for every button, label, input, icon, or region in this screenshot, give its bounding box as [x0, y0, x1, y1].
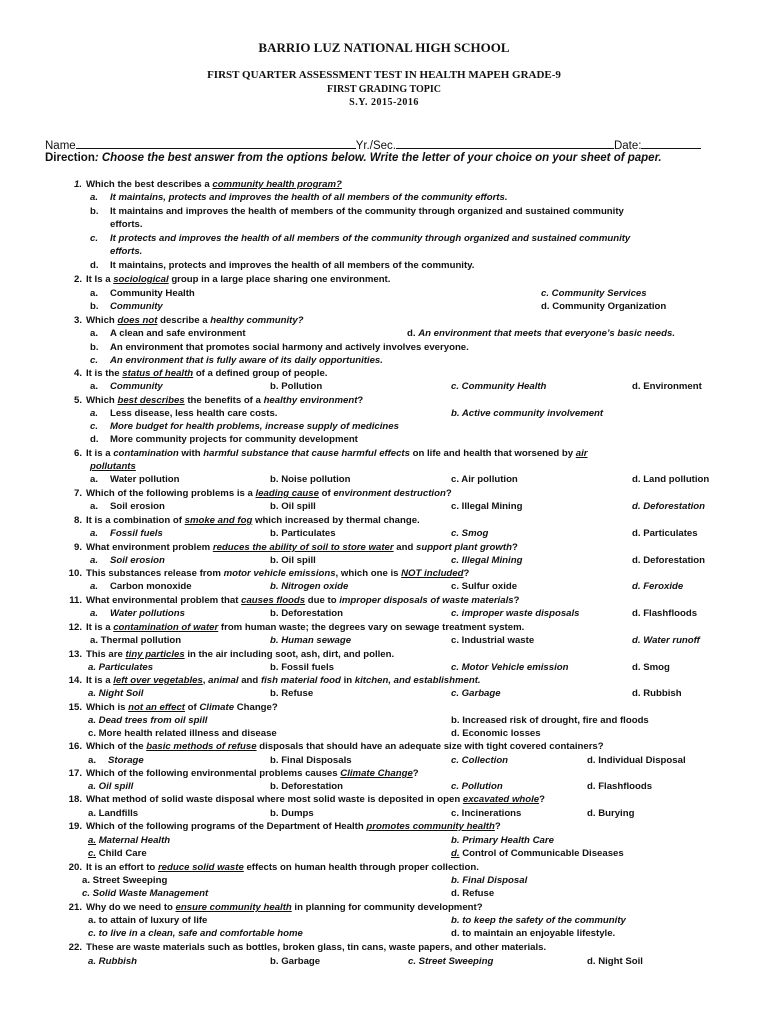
choice: b. Active community involvement — [451, 408, 604, 419]
question-3: 3. Which does not describe a healthy community? — [73, 315, 304, 326]
choice: b. to keep the safety of the community — [451, 915, 626, 926]
choice: a. Maternal Health — [88, 835, 171, 846]
choice-cont: efforts. — [110, 219, 143, 230]
question-7: 7. Which of the following problems is a leading cause of environment destruction? — [73, 488, 452, 499]
choice: b. Deforestation — [270, 608, 344, 619]
choice: b. Particulates — [270, 528, 336, 539]
choice: a. Storage — [88, 755, 144, 766]
choice: c. improper waste disposals — [451, 608, 580, 619]
question-12: 12. It is a contamination of water from human waste; the degrees vary on sewage treatment system. — [68, 622, 525, 633]
choice: a. Water pollution — [90, 474, 180, 485]
choice: d. to maintain an enjoyable lifestyle. — [451, 928, 616, 939]
choice: d. An environment that meets that everyone’s basic needs. — [407, 328, 676, 339]
choice: c. to live in a clean, safe and comfortable home — [88, 928, 303, 939]
question-19: 19. Which of the following programs of the Department of Health promotes community health? — [68, 821, 501, 832]
choice: a. Dead trees from oil spill — [88, 715, 208, 726]
choice: a. A clean and safe environment — [90, 328, 246, 339]
choice: c. An environment that is fully aware of its daily opportunities. — [90, 355, 383, 366]
choice: a. Particulates — [88, 662, 154, 673]
choice: b. Final Disposal — [451, 875, 528, 886]
choice: a. It maintains, protects and improves the health of all members of the community efforts. — [90, 192, 508, 203]
choice: c. Collection — [451, 755, 509, 766]
choice: d. Deforestation — [632, 555, 706, 566]
question-5: 5. Which best describes the benefits of a healthy environment? — [73, 395, 364, 406]
question-17: 17. Which of the following environmental problems causes Climate Change? — [68, 768, 419, 779]
choice: a. to attain of luxury of life — [88, 915, 208, 926]
choice: a. Less disease, less health care costs. — [90, 408, 278, 419]
choice: d. Feroxide — [632, 581, 684, 592]
question-2: 2. It Is a sociological group in a large place sharing one environment. — [73, 274, 391, 285]
question-11: 11. What environmental problem that causes floods due to improper disposals of waste materials? — [69, 595, 520, 606]
choice: b. Dumps — [270, 808, 314, 819]
choice: d. Environment — [632, 381, 702, 392]
question-4: 4. It is the status of health of a defined group of people. — [73, 368, 328, 379]
choice: d. It maintains, protects and improves the health of all members of the community. — [90, 260, 475, 271]
choice: d. More community projects for community development — [90, 434, 358, 445]
direction-label: Direction — [45, 152, 95, 164]
question-1: 1. Which the best describes a community health program? — [73, 179, 342, 190]
choice: d. Economic losses — [451, 728, 541, 739]
choice: d. Rubbish — [632, 688, 682, 699]
choice: a. Landfills — [88, 808, 139, 819]
choice: d. Particulates — [632, 528, 698, 539]
choice: b. It maintains and improves the health of members of the community through organized and sustained community — [90, 206, 624, 217]
choice: a. Community — [90, 381, 163, 392]
choice: c. Child Care — [88, 848, 147, 859]
choice: a. Street Sweeping — [82, 875, 168, 886]
date-label: Date: — [613, 140, 642, 152]
choice: a. Oil spill — [88, 781, 134, 792]
choice: d. Night Soil — [587, 956, 643, 967]
choice: b. Pollution — [270, 381, 323, 392]
choice: d. Control of Communicable Diseases — [451, 848, 624, 859]
choice: c. It protects and improves the health of all members of the community through organized and sustained community — [90, 233, 631, 244]
choice: c. More health related illness and disease — [88, 728, 277, 739]
choice: b. Nitrogen oxide — [270, 581, 349, 592]
choice: b. Garbage — [270, 956, 321, 967]
choice: d. Burying — [587, 808, 635, 819]
choice: c. Motor Vehicle emission — [451, 662, 569, 673]
choice: a. Night Soil — [88, 688, 144, 699]
question-13: 13. This are tiny particles in the air including soot, ash, dirt, and pollen. — [68, 649, 395, 660]
test-title: FIRST QUARTER ASSESSMENT TEST IN HEALTH MAPEH GRADE-9 — [207, 69, 561, 81]
student-info-line — [45, 138, 725, 152]
choice: b. Human sewage — [270, 635, 352, 646]
choice: c. Pollution — [451, 781, 503, 792]
question-14: 14. It is a left over vegetables, animal and fish material food in kitchen, and establishment. — [68, 675, 481, 686]
choice: b. Refuse — [270, 688, 314, 699]
choice: c. Solid Waste Management — [82, 888, 209, 899]
choice: b. Oil spill — [270, 501, 316, 512]
direction-text: : Choose the best answer from the options below. Write the letter of your choice on your sheet of paper. — [94, 152, 662, 164]
choice: d. Water runoff — [632, 635, 700, 646]
question-16: 16. Which of the basic methods of refuse disposals that should have an adequate size with tight covered containers? — [68, 741, 604, 752]
choice: d. Refuse — [451, 888, 495, 899]
choice: b. Final Disposals — [270, 755, 352, 766]
choice: d. Smog — [632, 662, 670, 673]
choice: d. Deforestation — [632, 501, 706, 512]
choice: b. Oil spill — [270, 555, 316, 566]
choice: a. Water pollutions — [90, 608, 185, 619]
choice: b. Community — [90, 301, 163, 312]
choice: c. Air pollution — [451, 474, 518, 485]
choice: c. Illegal Mining — [451, 501, 523, 512]
school-year: S.Y. 2015-2016 — [349, 97, 419, 108]
choice: c. Community Services — [541, 288, 647, 299]
choice: a. Thermal pollution — [90, 635, 182, 646]
choice: a. Rubbish — [88, 956, 138, 967]
choice: b. Noise pollution — [270, 474, 351, 485]
choice: a. Carbon monoxide — [90, 581, 192, 592]
question-20: 20. It is an effort to reduce solid waste effects on human health through proper collection. — [68, 862, 479, 873]
choice: b. Deforestation — [270, 781, 344, 792]
choice: d. Flashfloods — [587, 781, 653, 792]
question-6-cont: pollutants — [90, 461, 136, 472]
choice: d. Land pollution — [632, 474, 710, 485]
choice: b. Fossil fuels — [270, 662, 334, 673]
choice: d. Individual Disposal — [587, 755, 686, 766]
choice-cont: efforts. — [110, 246, 143, 257]
yr-sec-blank — [396, 138, 614, 149]
choice: b. An environment that promotes social harmony and actively involves everyone. — [90, 342, 469, 353]
choice: b. Increased risk of drought, fire and floods — [451, 715, 649, 726]
choice: c. Sulfur oxide — [451, 581, 518, 592]
question-22: 22. These are waste materials such as bottles, broken glass, tin cans, waste papers, and other materials. — [68, 942, 547, 953]
choice: b. Primary Health Care — [451, 835, 554, 846]
date-blank — [641, 138, 701, 149]
question-15: 15. Which is not an effect of Climate Change? — [68, 702, 278, 713]
test-subtitle: FIRST GRADING TOPIC — [327, 84, 441, 95]
question-8: 8. It is a combination of smoke and fog which increased by thermal change. — [73, 515, 420, 526]
name-label: Name — [45, 140, 76, 152]
school-name: BARRIO LUZ NATIONAL HIGH SCHOOL — [258, 40, 510, 55]
choice: a. Soil erosion — [90, 555, 165, 566]
choice: c. Incinerations — [451, 808, 522, 819]
choice: d. Flashfloods — [632, 608, 698, 619]
question-6: 6. It is a contamination with harmful substance that cause harmful effects on life and health that worsened by air — [73, 448, 588, 459]
choice: c. Community Health — [451, 381, 547, 392]
yr-sec-label: Yr./Sec. — [355, 140, 396, 152]
question-9: 9. What environment problem reduces the ability of soil to store water and support plant growth? — [73, 542, 518, 553]
choice: c. Street Sweeping — [408, 956, 494, 967]
choice: c. More budget for health problems, increase supply of medicines — [90, 421, 399, 432]
direction-line — [45, 152, 735, 164]
choice: c. Industrial waste — [451, 635, 535, 646]
choice: c. Smog — [451, 528, 489, 539]
name-blank — [76, 138, 356, 149]
choice: c. Illegal Mining — [451, 555, 523, 566]
question-18: 18. What method of solid waste disposal where most solid waste is deposited in open excavated whole? — [68, 794, 546, 805]
choice: a. Fossil fuels — [90, 528, 163, 539]
choice: a. Soil erosion — [90, 501, 165, 512]
choice: c. Garbage — [451, 688, 501, 699]
question-21: 21. Why do we need to ensure community health in planning for community development? — [68, 902, 483, 913]
choice: d. Community Organization — [541, 301, 667, 312]
choice: a. Community Health — [90, 288, 195, 299]
question-10: 10. This substances release from motor vehicle emissions, which one is NOT included? — [68, 568, 470, 579]
